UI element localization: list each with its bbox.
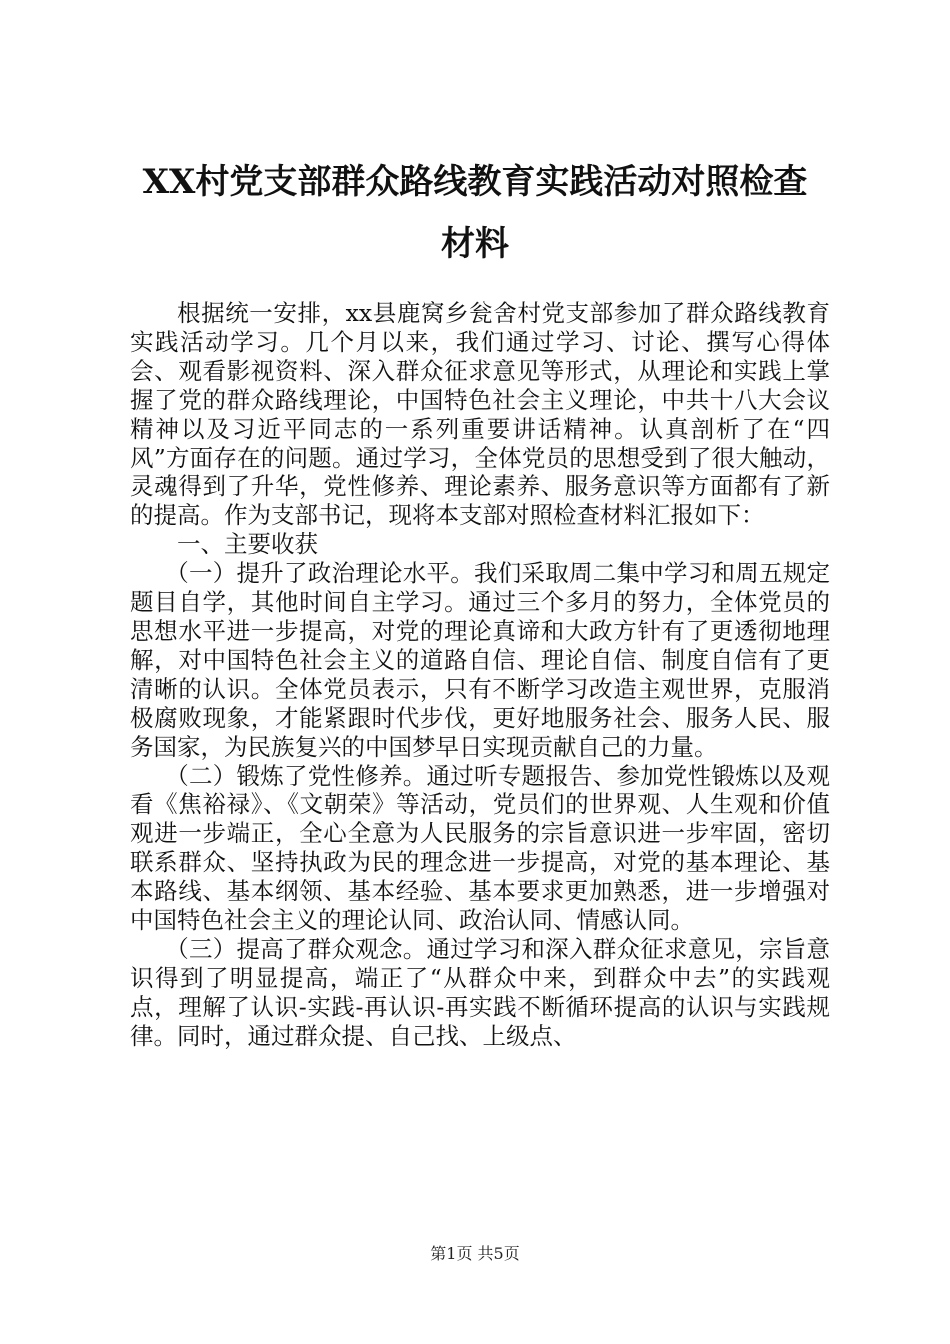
document-body (130, 299, 830, 1051)
page-footer: 第1页 共5页 (430, 1244, 520, 1263)
paragraph-party-spirit: （二）锻炼了党性修养。通过听专题报告、参加党性锻炼以及观看《焦裕禄》、《文朝荣》等活动，党员们的世界观、人生观和价值观进一步端正，全心全意为人民服务的宗旨意识进一步牢固，密切联系群众、坚持执政为民的理念进一步提高，对党的基本理论、基本路线、基本纲领、基本经验、基本要求更加熟悉，进一步增强对中国特色社会主义的理论认同、政治认同、情感认同。 (130, 761, 830, 935)
section-heading-main-gains: 一、主要收获 (177, 530, 318, 559)
document-title-line-2: 材料 (441, 224, 509, 264)
document-title-line-1: XX村党支部群众路线教育实践活动对照检查 (142, 162, 808, 202)
intro-paragraph: 根据统一安排，xx县鹿窝乡瓮舍村党支部参加了群众路线教育实践活动学习。几个月以来，我们通过学习、讨论、撰写心得体会、观看影视资料、深入群众征求意见等形式，从理论和实践上掌握了党的群众路线理论，中国特色社会主义理论，中共十八大会议精神以及习近平同志的一系列重要讲话精神。认真剖析了在“四风”方面存在的问题。通过学习，全体党员的思想受到了很大触动，灵魂得到了升华，党性修养、理论素养、服务意识等方面都有了新的提高。作为支部书记，现将本支部对照检查材料汇报如下： (130, 299, 830, 530)
paragraph-political-theory: （一）提升了政治理论水平。我们采取周二集中学习和周五规定题目自学，其他时间自主学习。通过三个多月的努力，全体党员的思想水平进一步提高，对党的理论真谛和大政方针有了更透彻地理解，对中国特色社会主义的道路自信、理论自信、制度自信有了更清晰的认识。全体党员表示，只有不断学习改造主观世界，克服消极腐败现象，才能紧跟时代步伐，更好地服务社会、服务人民、服务国家，为民族复兴的中国梦早日实现贡献自己的力量。 (130, 559, 830, 761)
paragraph-mass-concept: （三）提高了群众观念。通过学习和深入群众征求意见，宗旨意识得到了明显提高，端正了“从群众中来，到群众中去”的实践观点，理解了认识-实践-再认识-再实践不断循环提高的认识与实践规律。同时，通过群众提、自己找、上级点、 (130, 934, 830, 1050)
